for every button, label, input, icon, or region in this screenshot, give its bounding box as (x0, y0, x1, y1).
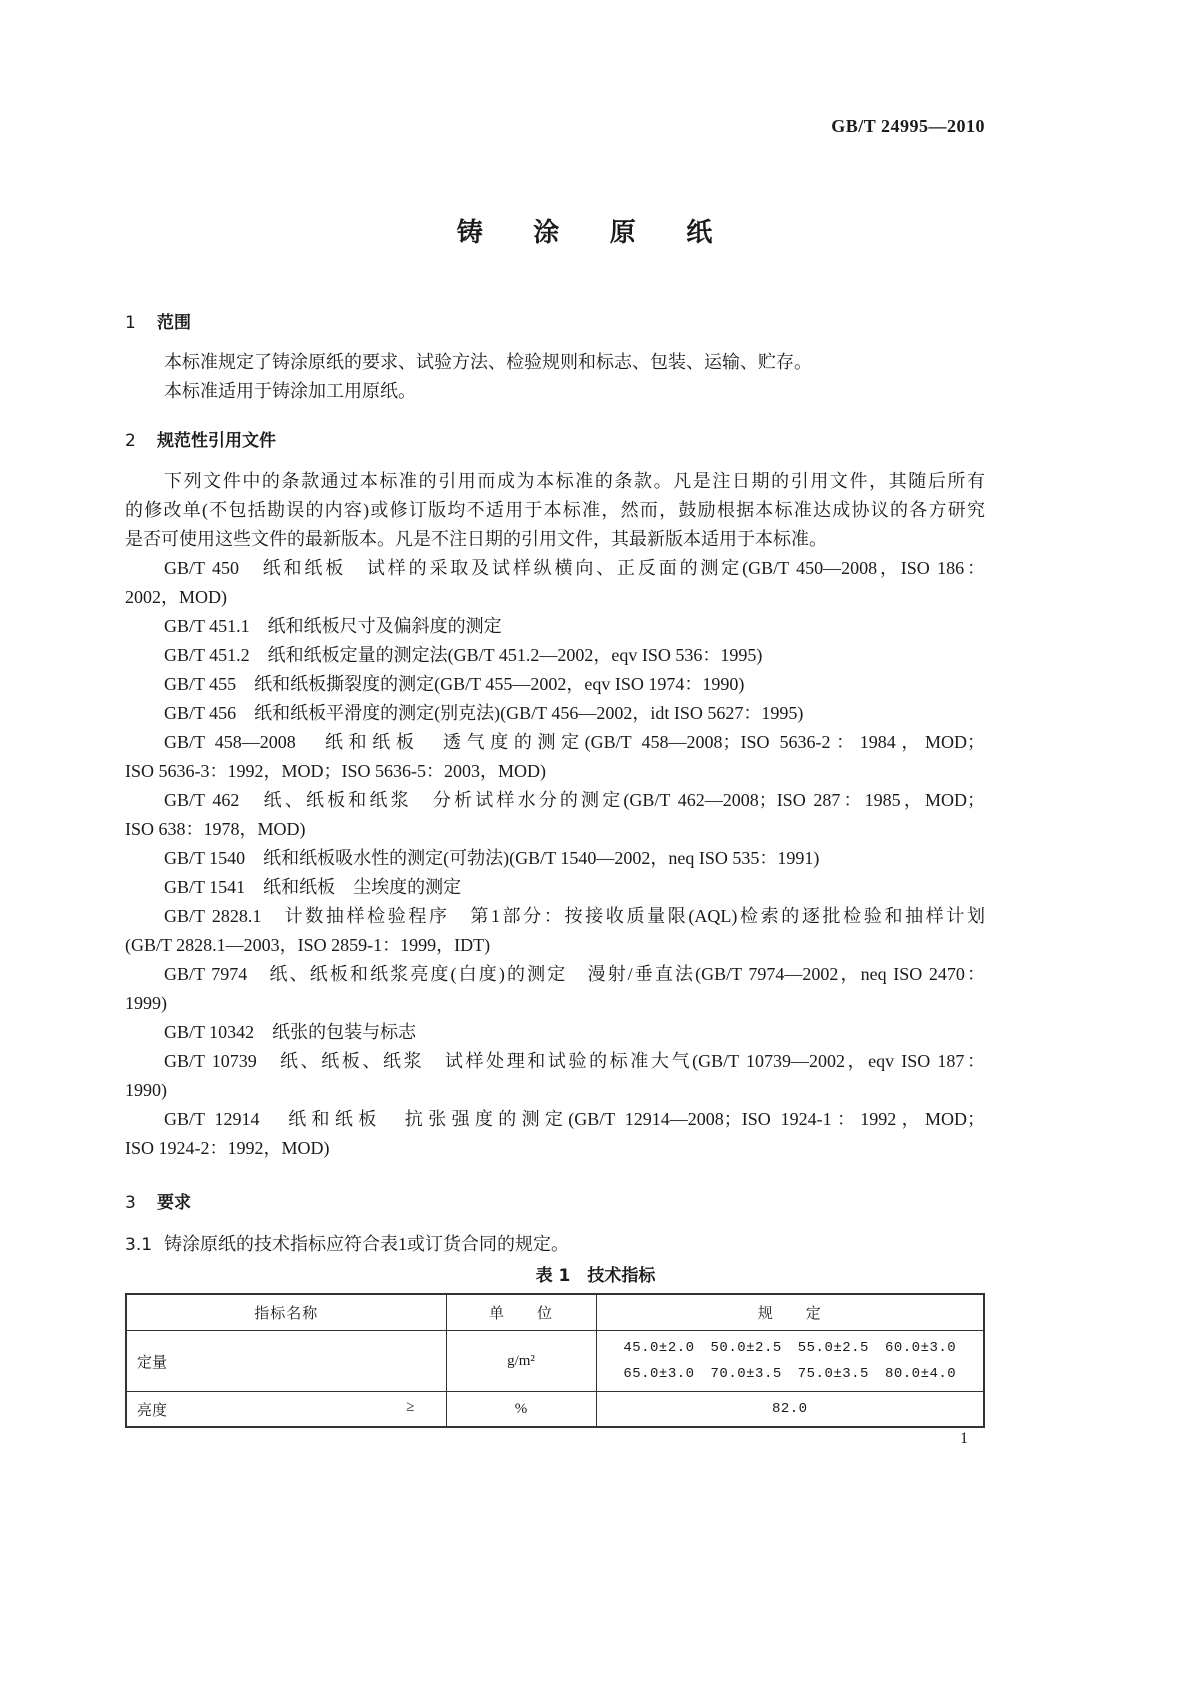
unit-cell: g/m² (446, 1331, 596, 1392)
spec-value: 60.0±3.0 (884, 1340, 957, 1356)
reference-item: GB/T 10739 纸、纸板、纸浆 试样处理和试验的标准大气(GB/T 10739—2002，eqv ISO 187： (164, 1051, 985, 1071)
reference-item-continued: ISO 1924-2：1992，MOD) (125, 1138, 330, 1158)
reference-item-continued: (GB/T 2828.1—2003，ISO 2859-1：1999，IDT) (125, 935, 491, 955)
reference-item: GB/T 458—2008 纸和纸板 透气度的测定(GB/T 458—2008；ISO 5636-2：1984，MOD； (164, 732, 985, 752)
section-number: 1 (125, 313, 136, 333)
reference-item: GB/T 10342 纸张的包装与标志 (164, 1022, 417, 1042)
table-header-row (126, 1294, 984, 1331)
section-number: 3 (125, 1193, 136, 1213)
section-1-heading (125, 308, 191, 333)
section-number: 2 (125, 431, 136, 451)
intro-line: 是否可使用这些文件的最新版本。凡是不注日期的引用文件，其最新版本适用于本标准。 (125, 529, 827, 549)
scope-paragraph-1: 本标准规定了铸涂原纸的要求、试验方法、检验规则和标志、包装、运输、贮存。 (164, 352, 812, 372)
reference-item: GB/T 2828.1 计数抽样检验程序 第1部分：按接收质量限(AQL)检索的逐批检验和抽样计划 (164, 906, 985, 926)
header-spec: 规 定 (596, 1294, 984, 1331)
reference-item: GB/T 456 纸和纸板平滑度的测定(别克法)(GB/T 456—2002，idt ISO 5627：1995) (164, 703, 804, 723)
scope-paragraph-2: 本标准适用于铸涂加工用原纸。 (164, 381, 416, 401)
reference-item-continued: 1999) (125, 993, 167, 1013)
clause-3-1 (125, 1230, 985, 1259)
reference-item: GB/T 451.1 纸和纸板尺寸及偏斜度的测定 (164, 616, 502, 636)
indicator-label: 亮度 (137, 1402, 168, 1419)
reference-item: GB/T 455 纸和纸板撕裂度的测定(GB/T 455—2002，eqv ISO 1974：1990) (164, 674, 745, 694)
reference-item: GB/T 451.2 纸和纸板定量的测定法(GB/T 451.2—2002，eqv ISO 536：1995) (164, 645, 763, 665)
section-title: 规范性引用文件 (157, 431, 276, 451)
spec-value: 80.0±4.0 (884, 1366, 957, 1382)
reference-item: GB/T 462 纸、纸板和纸浆 分析试样水分的测定(GB/T 462—2008；ISO 287：1985，MOD； (164, 790, 985, 810)
clause-number: 3.1 (125, 1235, 153, 1255)
reference-item-continued: ISO 638：1978，MOD) (125, 819, 306, 839)
document-title: 铸 涂 原 纸 (456, 218, 735, 247)
reference-item: GB/T 1541 纸和纸板 尘埃度的测定 (164, 877, 462, 897)
spec-values: 82.0 (596, 1392, 984, 1428)
reference-item-continued: ISO 5636-3：1992，MOD；ISO 5636-5：2003，MOD) (125, 761, 546, 781)
header-unit: 单 位 (446, 1294, 596, 1331)
reference-item: GB/T 7974 纸、纸板和纸浆亮度(白度)的测定 漫射/垂直法(GB/T 7974—2002，neq ISO 2470： (164, 964, 985, 984)
spec-value: 75.0±3.5 (797, 1366, 869, 1382)
spec-value: 65.0±3.0 (623, 1366, 695, 1382)
section-2-heading (125, 426, 276, 451)
spec-value: 45.0±2.0 (623, 1340, 695, 1356)
page-number: 1 (960, 1430, 968, 1447)
table-row (126, 1392, 984, 1428)
spec-value: 70.0±3.5 (710, 1366, 782, 1382)
unit-cell: % (446, 1392, 596, 1428)
section-title: 要求 (157, 1193, 191, 1213)
reference-item-continued: 2002，MOD) (125, 587, 227, 607)
technical-spec-table (125, 1293, 985, 1428)
spec-value: 50.0±2.5 (710, 1340, 782, 1356)
indicator-name: 定量 (126, 1331, 446, 1392)
qualifier-symbol: ≥ (406, 1398, 415, 1415)
spec-value: 55.0±2.5 (797, 1340, 869, 1356)
section-title: 范围 (157, 313, 191, 333)
standard-code-header: GB/T 24995—2010 (831, 116, 985, 136)
intro-line: 的修改单(不包括勘误的内容)或修订版均不适用于本标准，然而，鼓励根据本标准达成协议的各方研究 (125, 500, 985, 520)
clause-text: 铸涂原纸的技术指标应符合表1或订货合同的规定。 (164, 1234, 569, 1254)
section-3-heading (125, 1188, 191, 1213)
table-row (126, 1331, 984, 1392)
spec-values (596, 1331, 984, 1392)
reference-item: GB/T 450 纸和纸板 试样的采取及试样纵横向、正反面的测定(GB/T 450—2008，ISO 186： (164, 558, 985, 578)
reference-item: GB/T 12914 纸和纸板 抗张强度的测定(GB/T 12914—2008；ISO 1924-1：1992，MOD； (164, 1109, 985, 1129)
intro-line: 下列文件中的条款通过本标准的引用而成为本标准的条款。凡是注日期的引用文件，其随后所有 (164, 471, 985, 491)
header-indicator: 指标名称 (126, 1294, 446, 1331)
reference-item-continued: 1990) (125, 1080, 167, 1100)
reference-item: GB/T 1540 纸和纸板吸水性的测定(可勃法)(GB/T 1540—2002，neq ISO 535：1991) (164, 848, 820, 868)
indicator-name (126, 1392, 446, 1428)
table-caption: 表 1 技术指标 (535, 1266, 656, 1286)
